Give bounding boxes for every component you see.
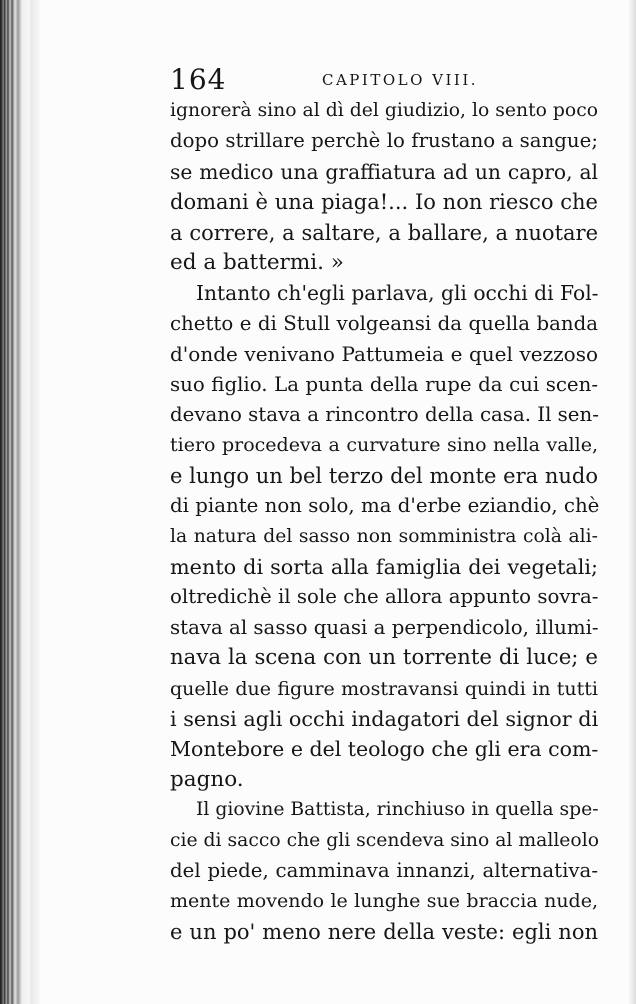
text-line: se medico una graffiatura ad un capro, al: [170, 160, 598, 184]
text-line: nava la scena con un torrente di luce; e: [170, 645, 598, 670]
text-line: di piante non solo, ma d'erbe eziandio, chè: [170, 494, 600, 517]
text-line: stava al sasso quasi a perpendicolo, illumi-: [170, 616, 599, 639]
page-number: 164: [170, 63, 227, 96]
page-header: [170, 60, 600, 100]
running-head: CAPITOLO VIII.: [322, 71, 479, 89]
text-line: la natura del sasso non somministra colà ali-: [170, 526, 598, 547]
text-line: ignorerà sino al dì del giudizio, lo sento poco: [170, 100, 598, 121]
text-line: pagno.: [170, 767, 244, 792]
text-line: e un po' meno nere della veste: egli non: [170, 920, 598, 944]
text-line: suo figlio. La punta della rupe da cui scen-: [170, 373, 598, 396]
text-line: d'onde venivano Pattumeia e quel vezzoso: [170, 342, 598, 366]
text-line: domani è una piaga!... Io non riesco che: [170, 190, 598, 214]
text-line: ed a battermi. »: [170, 250, 344, 275]
paragraph-first-line: Intanto ch'egli parlava, gli occhi di Fol-: [196, 281, 599, 305]
text-line: mente movendo le lunghe sue braccia nude,: [170, 890, 598, 912]
text-line: del piede, camminava innanzi, alternativa-: [170, 859, 598, 882]
text-line: oltredichè il sole che allora appunto sovra-: [170, 585, 599, 608]
text-line: chetto e di Stull volgeansi da quella banda: [170, 312, 598, 335]
text-line: tiero procedeva a curvature sino nella valle,: [170, 434, 598, 456]
text-line: i sensi agli occhi indagatori del signor di: [170, 707, 599, 731]
text-line: quelle due figure mostravansi quindi in tutti: [170, 678, 598, 700]
text-line: dopo strillare perchè lo frustano a sangue;: [170, 129, 598, 152]
text-line: a correre, a saltare, a ballare, a nuotare: [170, 221, 598, 245]
text-line: cie di sacco che gli scendeva sino al malleolo: [170, 830, 599, 851]
text-line: devano stava a rincontro della casa. Il sen-: [170, 403, 599, 426]
page-edge-shadow: [628, 0, 636, 1004]
text-line: e lungo un bel terzo del monte era nudo: [170, 464, 598, 488]
text-line: mento di sorta alla famiglia dei vegetali;: [170, 555, 598, 579]
text-line: Montebore e del teologo che gli era com-: [170, 737, 599, 761]
book-spine: [0, 0, 30, 1004]
paragraph-first-line: Il giovine Battista, rinchiuso in quella spe-: [196, 799, 599, 820]
gutter-shadow: [30, 0, 42, 1004]
